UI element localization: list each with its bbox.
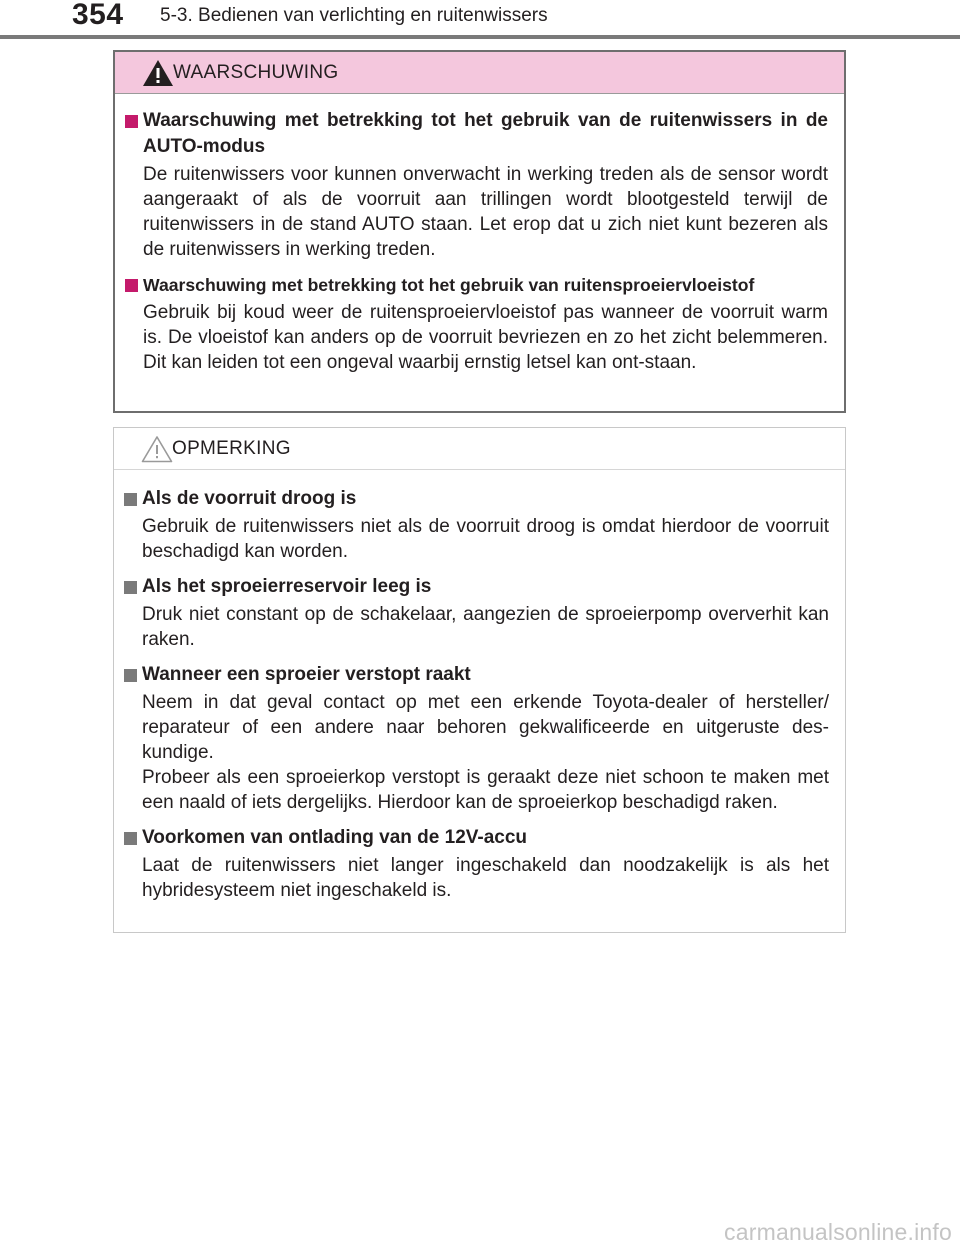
note-box-label: OPMERKING (172, 438, 291, 459)
warning-item-title: Waarschuwing met betrekking tot het gebruik van de ruitenwissers in de AUTO-modus (125, 108, 828, 160)
note-item-text (124, 514, 829, 564)
caution-triangle-icon (141, 435, 173, 463)
note-item (124, 662, 829, 815)
note-item-text (124, 602, 829, 652)
warning-box (113, 50, 846, 413)
paragraph: De ruitenwissers voor kunnen onverwacht in werking treden als de sensor wordt aangeraakt of als de voorruit aan trillingen wordt blootgesteld terwijl de ruitenwissers in de stand AUTO staan. Let erop dat u zich niet kunt bezeren als de ruitenwissers in werking treden. (143, 164, 828, 260)
note-box-body (114, 470, 845, 903)
bullet-square-icon (125, 279, 138, 292)
header-rule (0, 35, 960, 39)
warning-item (125, 108, 828, 262)
section-title: 5-3. Bedienen van verlichting en ruitenwissers (160, 5, 548, 26)
bullet-square-icon (124, 832, 137, 845)
warning-box-body (115, 94, 844, 375)
note-item (124, 574, 829, 652)
paragraph: Gebruik bij koud weer de ruitensproeiervloeistof pas wanneer de voorruit warm is. De vloeistof kan anders op de voorruit bevriezen en zo het zicht belemmeren. Dit kan leiden tot een ongeval waarbij ernstig letsel kan ont-staan. (143, 302, 828, 373)
bullet-square-icon (124, 669, 137, 682)
watermark: carmanualsonline.info (724, 1219, 952, 1245)
note-item (124, 825, 829, 903)
warning-box-label: WAARSCHUWING (173, 62, 339, 83)
bullet-square-icon (124, 581, 137, 594)
note-item-title: Wanneer een sproeier verstopt raakt (124, 662, 829, 688)
note-item-text (124, 690, 829, 815)
note-item-text (124, 853, 829, 903)
page-number: 354 (72, 0, 124, 31)
note-box (113, 427, 846, 933)
warning-box-header (115, 52, 844, 94)
bullet-square-icon (124, 493, 137, 506)
bullet-square-icon (125, 115, 138, 128)
note-item-title: Als het sproeierreservoir leeg is (124, 574, 829, 600)
note-item (124, 486, 829, 564)
warning-triangle-icon (142, 59, 174, 87)
note-item-title: Als de voorruit droog is (124, 486, 829, 512)
paragraph: Neem in dat geval contact op met een erkende Toyota-dealer of hersteller/ reparateur of een andere naar behoren gekwalificeerde en uitgeruste des-kundige. (142, 692, 829, 763)
paragraph: Druk niet constant op de schakelaar, aangezien de sproeierpomp oververhit kan raken. (142, 604, 829, 650)
note-item-title: Voorkomen van ontlading van de 12V-accu (124, 825, 829, 851)
paragraph: Probeer als een sproeierkop verstopt is geraakt deze niet schoon te maken met een naald of iets dergelijks. Hierdoor kan de sproeierkop beschadigd raken. (142, 767, 829, 813)
warning-item-text (125, 300, 828, 375)
paragraph: Laat de ruitenwissers niet langer ingeschakeld dan noodzakelijk is als het hybridesysteem niet ingeschakeld is. (142, 855, 829, 901)
paragraph: Gebruik de ruitenwissers niet als de voorruit droog is omdat hierdoor de voorruit beschadigd kan worden. (142, 516, 829, 562)
note-box-header (114, 428, 845, 470)
warning-item-title: Waarschuwing met betrekking tot het gebruik van ruitensproeiervloeistof (125, 272, 828, 298)
page-header (0, 0, 960, 40)
warning-item (125, 272, 828, 375)
warning-item-text (125, 162, 828, 262)
